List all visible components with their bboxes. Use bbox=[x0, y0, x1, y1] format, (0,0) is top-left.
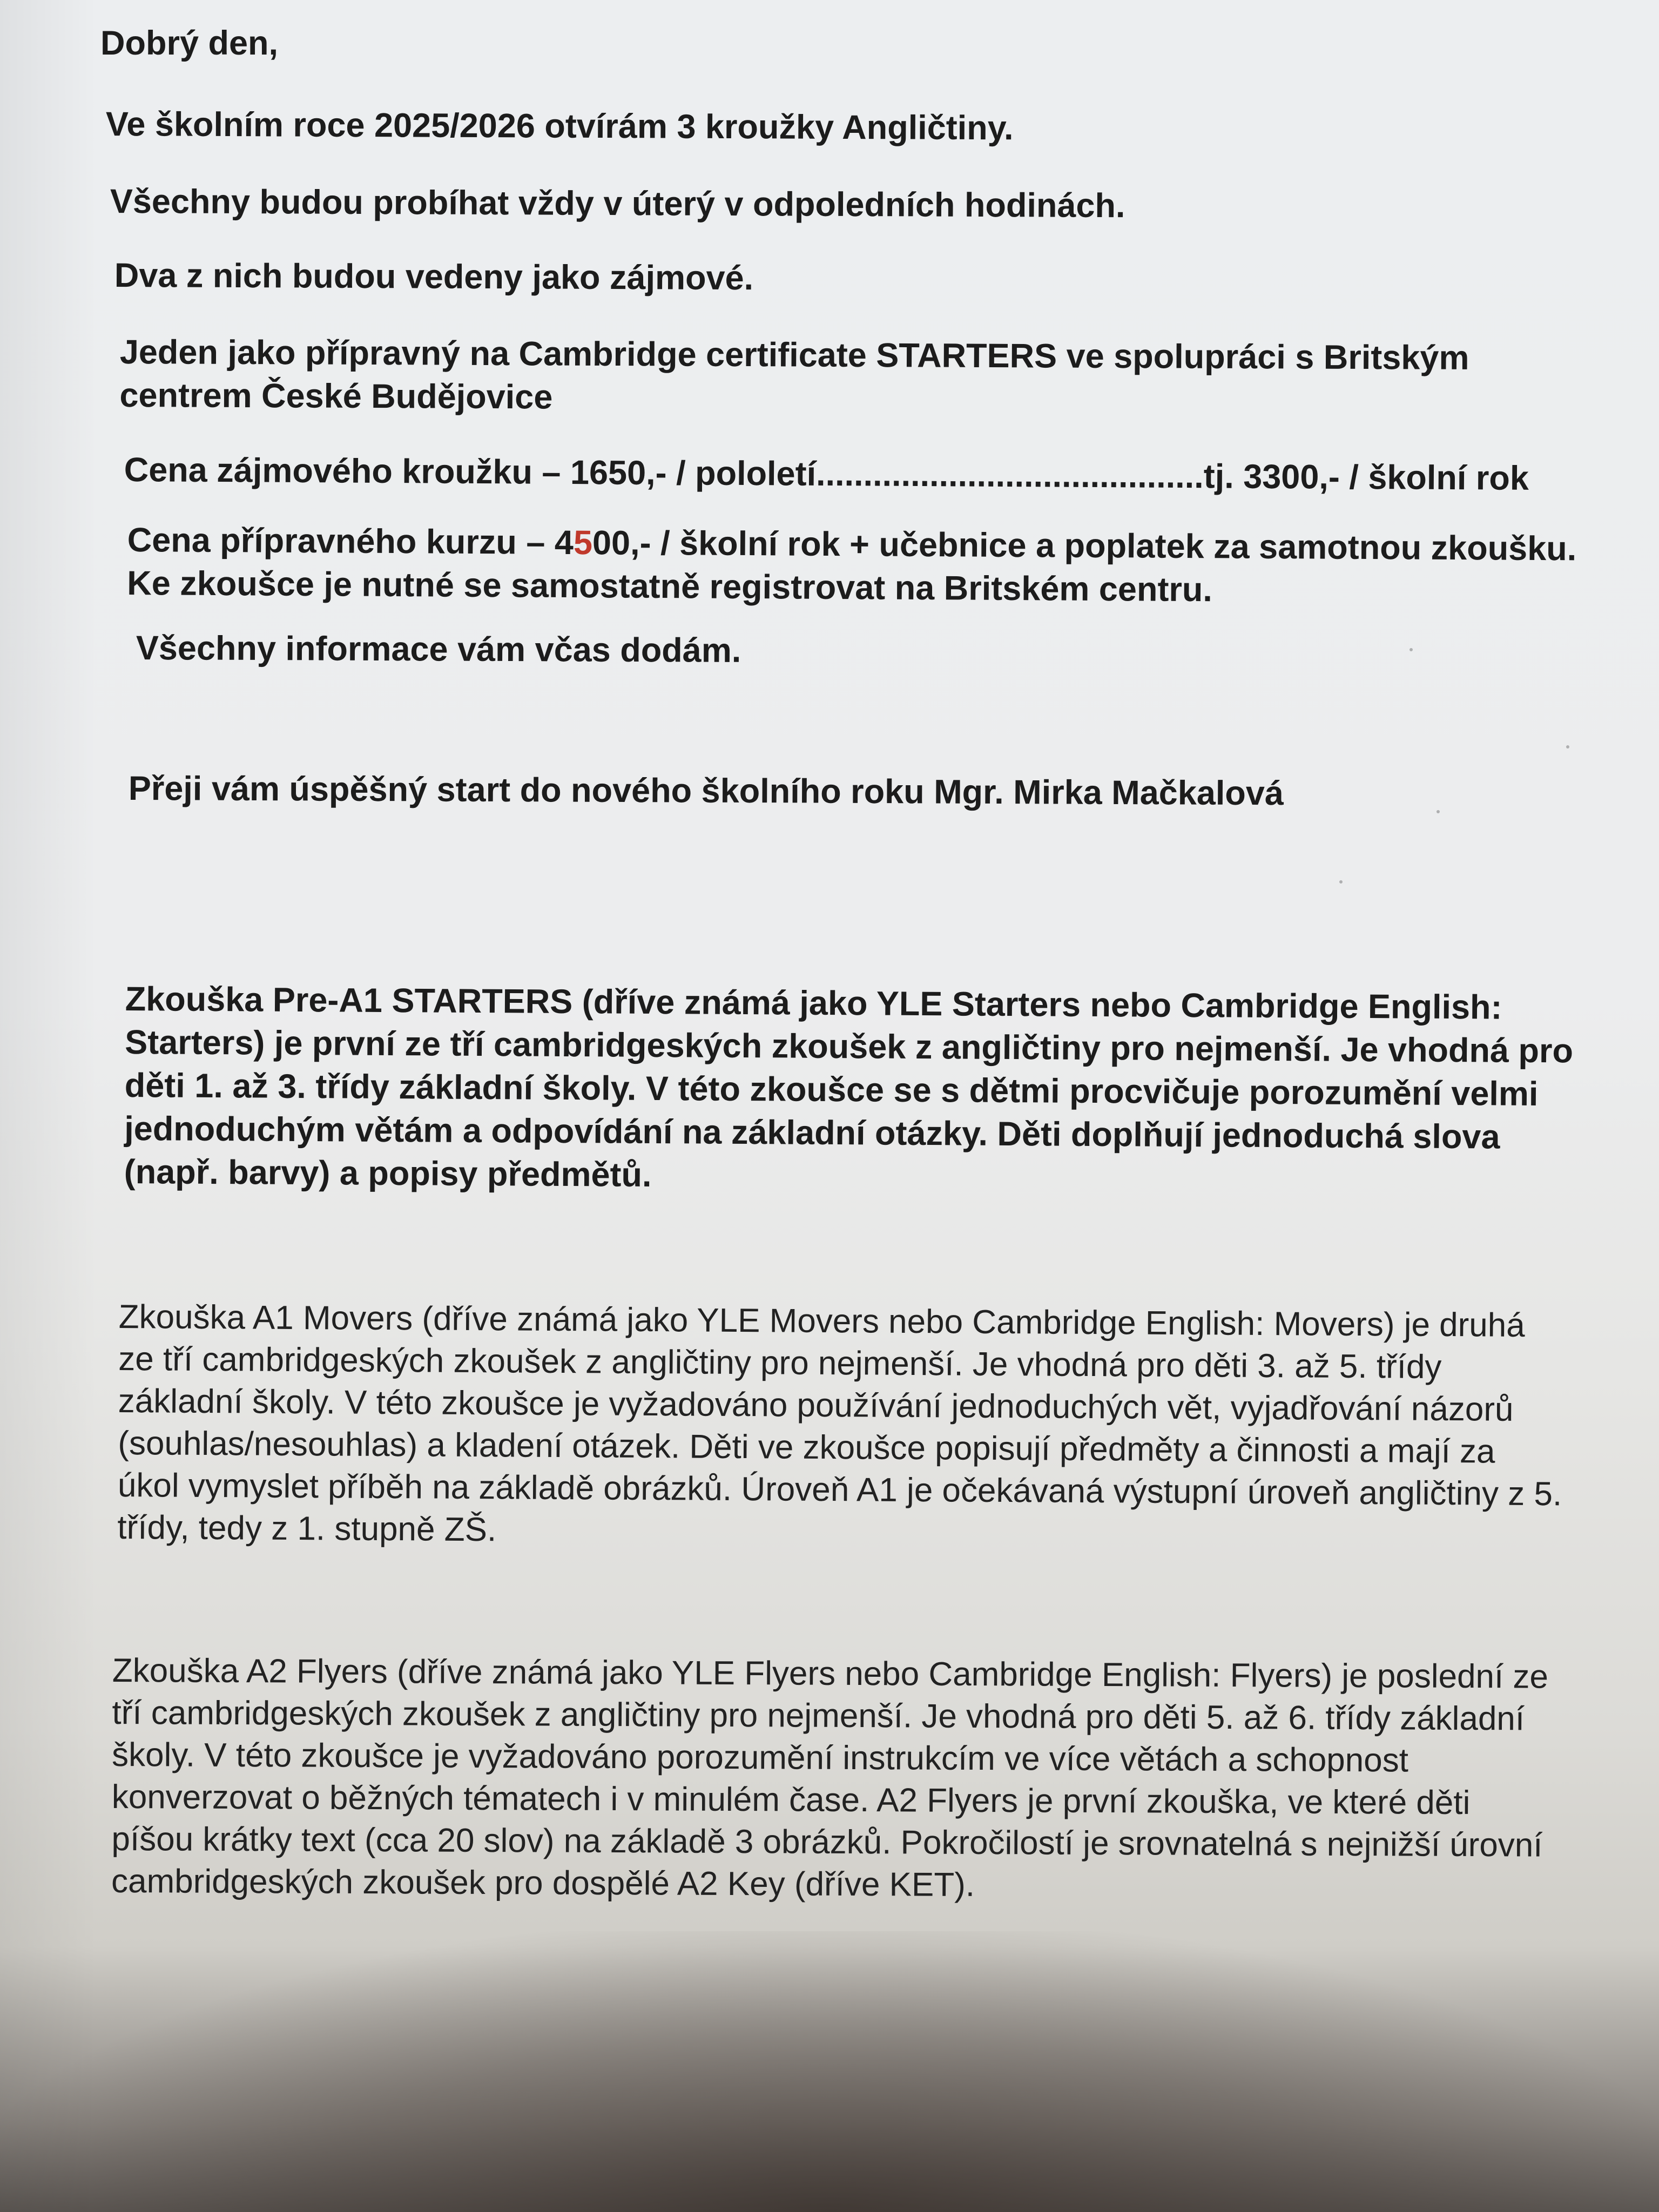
starters-line: jednoduchým větám a odpovídání na základní otázky. Děti doplňují jednoduchá slova bbox=[124, 1109, 1500, 1156]
movers-paragraph bbox=[117, 1296, 1563, 1557]
greeting: Dobrý den, bbox=[100, 24, 279, 62]
prep-line-1: Jeden jako přípravný na Cambridge certificate STARTERS ve spolupráci s Britským bbox=[119, 333, 1469, 377]
closing-signature: Přeji vám úspěšný start do nového školního roku Mgr. Mirka Mačkalová bbox=[128, 770, 1284, 813]
line-clubs: Ve školním roce 2025/2026 otvírám 3 kroužky Angličtiny. bbox=[105, 105, 1014, 147]
starters-line: Zkouška Pre-A1 STARTERS (dříve známá jako YLE Starters nebo Cambridge English: bbox=[125, 980, 1502, 1027]
price-interest-line bbox=[124, 448, 1529, 500]
paper-speck bbox=[1437, 810, 1440, 813]
price-prep-text-a: Cena přípravného kurzu – 4 bbox=[127, 521, 574, 562]
movers-line: (souhlas/nesouhlas) a kladení otázek. Děti ve zkoušce popisují předměty a činnosti a mají za bbox=[118, 1424, 1495, 1471]
flyers-line: Zkouška A2 Flyers (dříve známá jako YLE Flyers nebo Cambridge English: Flyers) je poslední ze bbox=[112, 1652, 1549, 1696]
price-prep-line-2: Ke zkoušce je nutné se samostatně registrovat na Britském centru. bbox=[127, 564, 1213, 609]
starters-line: děti 1. až 3. třídy základní školy. V této zkoušce se s dětmi procvičuje porozumění velmi bbox=[124, 1066, 1539, 1113]
movers-line: ze tří cambridgeských zkoušek z angličtiny pro nejmenší. Je vhodná pro děti 3. až 5. třídy bbox=[118, 1340, 1442, 1386]
paper-shadow-left bbox=[0, 0, 97, 2212]
flyers-line: školy. V této zkoušce je vyžadováno porozumění instrukcím ve více větách a schopnost bbox=[112, 1736, 1409, 1779]
handwritten-correction-mark: 5 bbox=[573, 524, 593, 562]
flyers-line: píšou krátky text (cca 20 slov) na základě 3 obrázků. Pokročilostí je srovnatelná s nejnižší úrovní bbox=[111, 1820, 1543, 1864]
line-schedule: Všechny budou probíhat vždy v úterý v odpoledních hodinách. bbox=[110, 182, 1125, 225]
paper-speck bbox=[1566, 745, 1569, 748]
prep-paragraph bbox=[119, 331, 1469, 423]
flyers-line: cambridgeských zkoušek pro dospělé A2 Key (dříve KET). bbox=[111, 1862, 975, 1904]
price-interest-dots: ......................................... bbox=[815, 455, 1204, 496]
price-interest-label: Cena zájmového kroužku – 1650,- / pololetí bbox=[124, 450, 817, 493]
starters-paragraph bbox=[124, 977, 1574, 1202]
photo-shadow-bottom bbox=[0, 1931, 1659, 2212]
starters-line: (např. barvy) a popisy předmětů. bbox=[124, 1152, 652, 1194]
price-prep-text-b: 00,- / školní rok + učebnice a poplatek za samotnou zkoušku. bbox=[592, 524, 1577, 568]
paper-speck bbox=[1339, 880, 1343, 884]
movers-line: úkol vymyslet příběh na základě obrázků. Úroveň A1 je očekávaná výstupní úroveň angličtiny z 5. bbox=[117, 1466, 1562, 1513]
price-prep-paragraph bbox=[127, 518, 1576, 613]
line-interest: Dva z nich budou vedeny jako zájmové. bbox=[114, 256, 754, 298]
paper-speck bbox=[1410, 648, 1413, 651]
movers-line: základní školy. V této zkoušce je vyžadováno používání jednoduchých vět, vyjadřování názorů bbox=[118, 1382, 1514, 1428]
prep-line-2: centrem České Budějovice bbox=[119, 376, 553, 416]
flyers-line: konverzovat o běžných tématech i v minulém čase. A2 Flyers je první zkouška, ve které děti bbox=[111, 1778, 1471, 1822]
movers-line: třídy, tedy z 1. stupně ZŠ. bbox=[117, 1508, 497, 1549]
price-interest-year: tj. 3300,- / školní rok bbox=[1203, 457, 1529, 497]
info-line: Všechny informace vám včas dodám. bbox=[136, 629, 741, 670]
starters-line: Starters) je první ze tří cambridgeských zkoušek z angličtiny pro nejmenší. Je vhodná pro bbox=[125, 1023, 1574, 1070]
flyers-paragraph bbox=[111, 1650, 1548, 1909]
flyers-line: tří cambridgeských zkoušek z angličtiny pro nejmenší. Je vhodná pro děti 5. až 6. třídy základní bbox=[112, 1694, 1525, 1738]
movers-line: Zkouška A1 Movers (dříve známá jako YLE Movers nebo Cambridge English: Movers) je druhá bbox=[118, 1298, 1525, 1344]
